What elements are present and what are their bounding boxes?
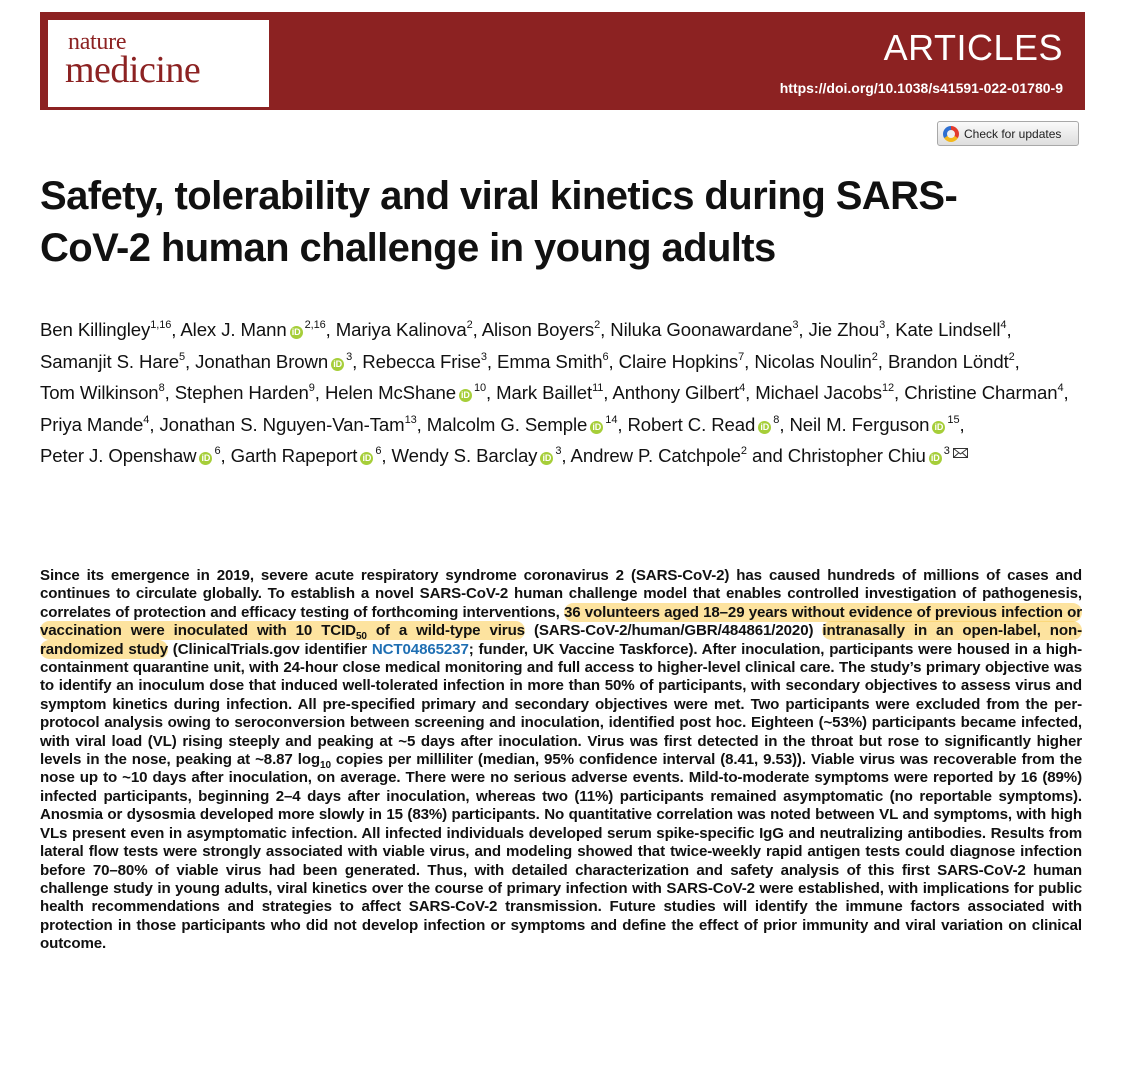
author-separator: , [798, 319, 809, 340]
author-affiliation: 4 [1000, 319, 1007, 331]
author-item [195, 351, 352, 372]
log-subscript: 10 [320, 760, 331, 772]
author-list [40, 314, 1070, 472]
author-separator: , [325, 319, 336, 340]
author-separator: , [485, 382, 497, 404]
author-name[interactable]: Mariya Kalinova [335, 319, 467, 340]
author-name[interactable]: Peter J. Openshaw [40, 445, 197, 467]
author-affiliation: 6 [214, 445, 221, 458]
author-name[interactable]: Stephen Harden [174, 382, 309, 404]
author-affiliation: 3 [879, 319, 886, 331]
author-separator: , [171, 319, 181, 340]
author-item [159, 414, 416, 435]
abstract-text: copies per milliliter (median, 95% confidence interval (8.41, 9.53)). Viable virus was recoverable from the nose up to ~10 days after inoculation, on average. There were no serious adverse events. Mild-to-moderate symptoms were reported by 16 (89%) infected participants, beginning 2–4 days after inoculation, whereas two (11%) participants remained asymptomatic (no reportable symptoms). Anosmia or dysosmia developed more slowly in 15 (83%) participants. No quantitative correlation was noted between VL and symptoms, with high VLs present even in asymptomatic infection. All infected individuals developed serum spike-specific IgG and neutralizing antibodies. Results from lateral flow tests were strongly associated with viable virus, and modeling showed that twice-weekly rapid antigen tests could diagnose infection before 70–80% of viable virus had been generated. Thus, with detailed characterization and safety analysis of this first SARS-CoV-2 human challenge study in young adults, viral kinetics over the course of primary infection with SARS-CoV-2 were established, with implications for public health recommendations and strategies to affect SARS-CoV-2 transmission. Future studies will identify the immune factors associated with protection in those participants who did not develop infection or symptoms and define the effect of prior immunity and viral variation on clinical outcome. [40, 751, 1082, 953]
author-affiliation: 1,16 [150, 319, 172, 331]
highlight-text-end: of a wild-type virus [366, 622, 525, 640]
author-separator: , [617, 413, 628, 435]
author-item [40, 414, 149, 435]
author-name[interactable]: Michael Jacobs [755, 382, 882, 404]
author-name[interactable]: Helen McShane [324, 382, 456, 404]
author-name[interactable]: Malcolm G. Semple [426, 413, 588, 435]
author-affiliation: 3 [555, 445, 562, 458]
author-affiliation: 4 [1057, 382, 1064, 395]
author-affiliation: 8 [773, 413, 780, 426]
author-name[interactable]: Brandon Löndt [887, 350, 1009, 372]
author-affiliation: 3 [943, 445, 950, 458]
author-affiliation: 6 [602, 350, 609, 363]
author-affiliation: 11 [592, 382, 604, 395]
article-title: Safety, tolerability and viral kinetics during SARS-CoV-2 human challenge in young adults [40, 174, 958, 270]
author-item [40, 319, 171, 340]
orcid-icon[interactable]: iD [360, 452, 373, 465]
author-separator: , [314, 382, 325, 404]
author-affiliation: 3 [792, 319, 799, 331]
author-affiliation: 14 [605, 413, 618, 426]
journal-logo-nature: nature [68, 29, 127, 55]
author-separator: , [381, 445, 392, 467]
journal-logo-medicine: medicine [65, 49, 201, 91]
author-separator: , [184, 350, 196, 372]
author-item [427, 414, 618, 435]
author-name[interactable]: Ben Killingley [40, 319, 151, 340]
author-separator: , [149, 413, 160, 435]
author-affiliation: 2 [594, 319, 601, 331]
author-affiliation: 9 [308, 382, 315, 395]
author-separator: , [885, 319, 896, 340]
author-name[interactable]: Garth Rapeport [230, 445, 358, 467]
author-name[interactable]: Wendy S. Barclay [391, 445, 538, 467]
author-separator: , [1014, 350, 1020, 372]
author-name[interactable]: Alex J. Mann [180, 319, 287, 340]
abstract-text: (ClinicalTrials.gov identifier [167, 640, 372, 658]
author-affiliation: 15 [947, 413, 960, 426]
orcid-icon[interactable]: iD [590, 421, 603, 434]
author-name[interactable]: Priya Mande [40, 413, 144, 435]
author-separator: , [220, 445, 231, 467]
author-affiliation: 12 [882, 382, 895, 395]
author-item [482, 319, 600, 340]
author-item [175, 382, 315, 403]
orcid-icon[interactable]: iD [331, 358, 344, 371]
author-separator: , [600, 319, 611, 340]
author-name[interactable]: Jie Zhou [808, 319, 880, 340]
author-name[interactable]: Tom Wilkinson [40, 382, 159, 404]
author-name[interactable]: Anthony Gilbert [612, 382, 740, 404]
check-updates-icon [943, 126, 959, 142]
author-affiliation: 8 [158, 382, 165, 395]
author-separator: , [416, 413, 427, 435]
author-affiliation: 2 [740, 445, 747, 458]
author-name[interactable]: Samanjit S. Hare [40, 350, 179, 372]
author-item [754, 351, 877, 372]
author-name[interactable]: Niluka Goonawardane [610, 319, 793, 340]
author-separator: , [959, 413, 965, 435]
author-separator: , [603, 382, 613, 404]
author-separator: , [608, 350, 619, 372]
author-separator: , [745, 382, 756, 404]
author-separator: , [472, 319, 482, 340]
author-item [392, 445, 562, 466]
author-name[interactable]: Christine Charman [904, 382, 1058, 404]
abstract-text: Since its emergence in 2019, severe acute respiratory syndrome coronavirus 2 (SARS-CoV-2) has caused hundreds of millions of cases and continues to circulate globally. To establish a novel SARS-CoV-2 human challenge model that enables controlled investigation of pathogenesis, correlates of protection and efficacy testing of forthcoming interventions, [40, 567, 1082, 621]
author-item [895, 319, 1006, 340]
abstract [40, 567, 1082, 954]
author-affiliation: 3 [346, 350, 353, 363]
author-name[interactable]: Neil M. Ferguson [789, 413, 930, 435]
author-item [362, 351, 487, 372]
author-item [571, 445, 747, 466]
author-separator: , [486, 350, 498, 372]
orcid-icon[interactable]: iD [290, 326, 303, 339]
author-affiliation: 2 [466, 319, 473, 331]
author-name[interactable]: Mark Baillet [496, 382, 593, 404]
author-item [40, 351, 185, 372]
author-separator: , [1006, 319, 1012, 340]
author-affiliation: 6 [375, 445, 382, 458]
author-affiliation: 2 [871, 350, 878, 363]
abstract-text: ; funder, UK Vaccine Taskforce). After inoculation, participants were housed in a high-containment quarantine unit, with 24-hour close medical monitoring and full access to higher-level clinical care. The study’s primary objective was to identify an inoculum dose that induced well-tolerated infection in more than 50% of participants, with secondary objectives to assess virus and symptom kinetics during infection. All pre-specified primary and secondary objectives were met. Two participants were excluded from the per-protocol analysis owing to seroconversion between screening and inoculation, identified post hoc. Eighteen (~53%) participants became infected, with viral load (VL) rising steeply and peaking at ~5 days after inoculation. Virus was first detected in the throat but rose to significantly higher levels in the nose, peaking at ~8.87 log [40, 640, 1082, 769]
author-item [497, 351, 608, 372]
author-item [904, 382, 1063, 403]
orcid-icon[interactable]: iD [459, 389, 472, 402]
author-name[interactable]: Robert C. Read [627, 413, 756, 435]
doi-link[interactable]: https://doi.org/10.1038/s41591-022-01780-9 [779, 80, 1063, 96]
author-name[interactable]: Jonathan Brown [195, 350, 329, 372]
author-affiliation: 3 [480, 350, 487, 363]
author-affiliation: 2 [1008, 350, 1015, 363]
author-item [180, 319, 325, 340]
orcid-icon[interactable]: iD [199, 452, 212, 465]
author-separator: , [894, 382, 905, 404]
author-name[interactable]: Christopher Chiu [787, 445, 926, 467]
author-item [336, 319, 473, 340]
author-affiliation: 2,16 [304, 319, 326, 331]
author-affiliation: 4 [739, 382, 746, 395]
author-name[interactable]: Rebecca Frise [362, 350, 481, 372]
author-separator: , [164, 382, 175, 404]
author-separator: , [1063, 382, 1069, 404]
author-name[interactable]: Claire Hopkins [618, 350, 739, 372]
author-item [610, 319, 798, 340]
author-name[interactable]: Jonathan S. Nguyen-Van-Tam [159, 413, 405, 435]
author-affiliation: 13 [404, 413, 417, 426]
author-affiliation: 4 [143, 413, 150, 426]
author-separator: , [779, 413, 790, 435]
author-name[interactable]: Kate Lindsell [895, 319, 1001, 340]
highlight-text: 36 volunteers aged 18–29 years without evidence of previous infection or vaccination were inoculated with 10 TCID [40, 603, 1082, 640]
orcid-icon[interactable]: iD [758, 421, 771, 434]
check-for-updates-button[interactable] [937, 121, 1079, 146]
highlight-route: intranasally in an open-label, non-randomized study [40, 622, 1082, 658]
author-separator: and [746, 445, 788, 467]
author-affiliation: 10 [473, 382, 486, 395]
orcid-icon[interactable]: iD [929, 452, 942, 465]
author-item [789, 414, 959, 435]
author-separator: , [744, 350, 755, 372]
author-item [496, 382, 603, 403]
author-item [40, 445, 220, 466]
clinical-trial-link[interactable]: NCT04865237 [371, 640, 469, 658]
author-name[interactable]: Nicolas Noulin [754, 350, 872, 372]
author-separator: , [352, 350, 363, 372]
author-item [788, 445, 968, 466]
author-name[interactable]: Alison Boyers [481, 319, 595, 340]
author-name[interactable]: Andrew P. Catchpole [570, 445, 741, 467]
author-affiliation: 7 [738, 350, 745, 363]
author-name[interactable]: Emma Smith [497, 350, 603, 372]
author-item [325, 382, 486, 403]
author-item [888, 351, 1015, 372]
section-label: ARTICLES [883, 27, 1063, 68]
check-updates-label: Check for updates [964, 126, 1062, 141]
author-item [627, 414, 779, 435]
author-affiliation: 5 [178, 350, 185, 363]
author-separator: , [877, 350, 888, 372]
author-item [612, 382, 745, 403]
orcid-icon[interactable]: iD [932, 421, 945, 434]
author-item [619, 351, 745, 372]
tcid-subscript: 50 [355, 631, 367, 643]
mail-icon[interactable] [953, 448, 968, 458]
author-item [231, 445, 382, 466]
orcid-icon[interactable]: iD [540, 452, 553, 465]
abstract-text: (SARS-CoV-2/human/GBR/484861/2020) [524, 622, 823, 640]
author-separator: , [561, 445, 571, 467]
author-item [40, 382, 165, 403]
author-item [809, 319, 886, 340]
author-item [755, 382, 894, 403]
